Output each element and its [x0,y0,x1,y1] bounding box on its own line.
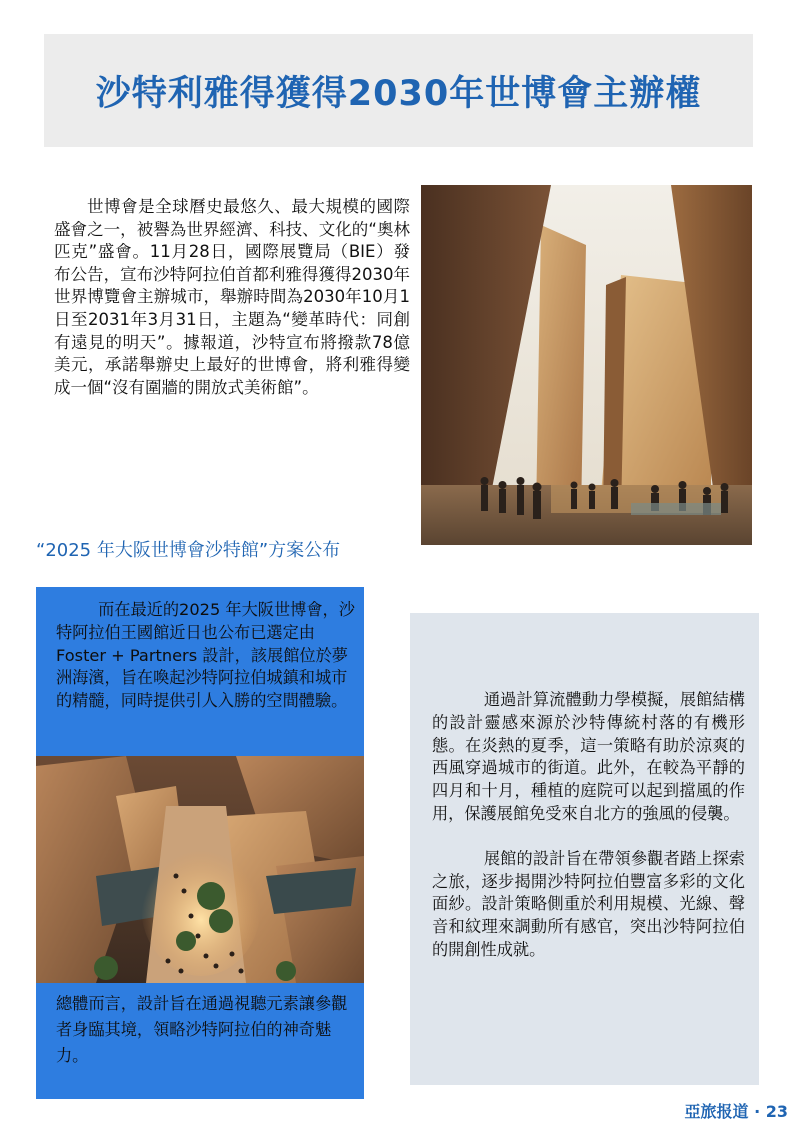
blue-panel-paragraph: 而在最近的2025 年大阪世博會，沙特阿拉伯王國館近日也公布已選定由 Foster + Partners 設計，該展館位於夢洲海濱，旨在喚起沙特阿拉伯城鎮和城市的精髓，同時提供引人入勝的空間體驗。 [56,600,355,711]
blue-panel-closing-paragraph: 總體而言，設計旨在通過視聽元素讓參觀者身臨其境，領略沙特阿拉伯的神奇魅力。 [56,994,348,1065]
grey-panel-paragraph-2: 展館的設計旨在帶領參觀者踏上探索之旅，逐步揭開沙特阿拉伯豐富多彩的文化面紗。設計策略側重於利用規模、光線、聲音和紋理來調動所有感官，突出沙特阿拉伯的開創性成就。 [432,848,745,959]
pavilion-aerial-image [36,756,364,983]
page-footer: 亞旅报道 · 23 [684,1102,788,1121]
pavilion-aerial-photo [36,756,364,983]
grey-text-panel [410,613,759,1085]
page-title: 沙特利雅得獲得2030年世博會主辦權 [95,73,702,114]
blue-panel-text [56,599,356,713]
blue-text-panel [36,587,364,1099]
pavilion-courtyard-image [421,185,752,545]
pavilion-courtyard-photo [421,185,752,545]
blue-panel-closing [56,991,356,1069]
section-subheading: “2025 年大阪世博會沙特館”方案公布 [36,540,341,561]
title-banner [44,34,753,147]
intro-text [54,196,410,399]
grey-panel-paragraph-1: 通過計算流體動力學模擬，展館結構的設計靈感來源於沙特傳統村落的有機形態。在炎熱的夏季，這一策略有助於涼爽的西風穿過城市的街道。此外，在較為平靜的四月和十月，種植的庭院可以起到擋風的作用，保護展館免受來自北方的強風的侵襲。 [432,690,745,823]
intro-paragraph: 世博會是全球曆史最悠久、最大規模的國際盛會之一，被譽為世界經濟、科技、文化的“奧林匹克”盛會。11月28日，國際展覽局（BIE）發布公告，宣布沙特阿拉伯首都利雅得獲得2030年世界博覽會主辦城市，舉辦時間為2030年10月1日至2031年3月31日，主題為“變革時代：同創有遠見的明天”。據報道，沙特宣布將撥款78億美元，承諾舉辦史上最好的世博會，將利雅得變成一個“沒有圍牆的開放式美術館”。 [54,197,410,397]
